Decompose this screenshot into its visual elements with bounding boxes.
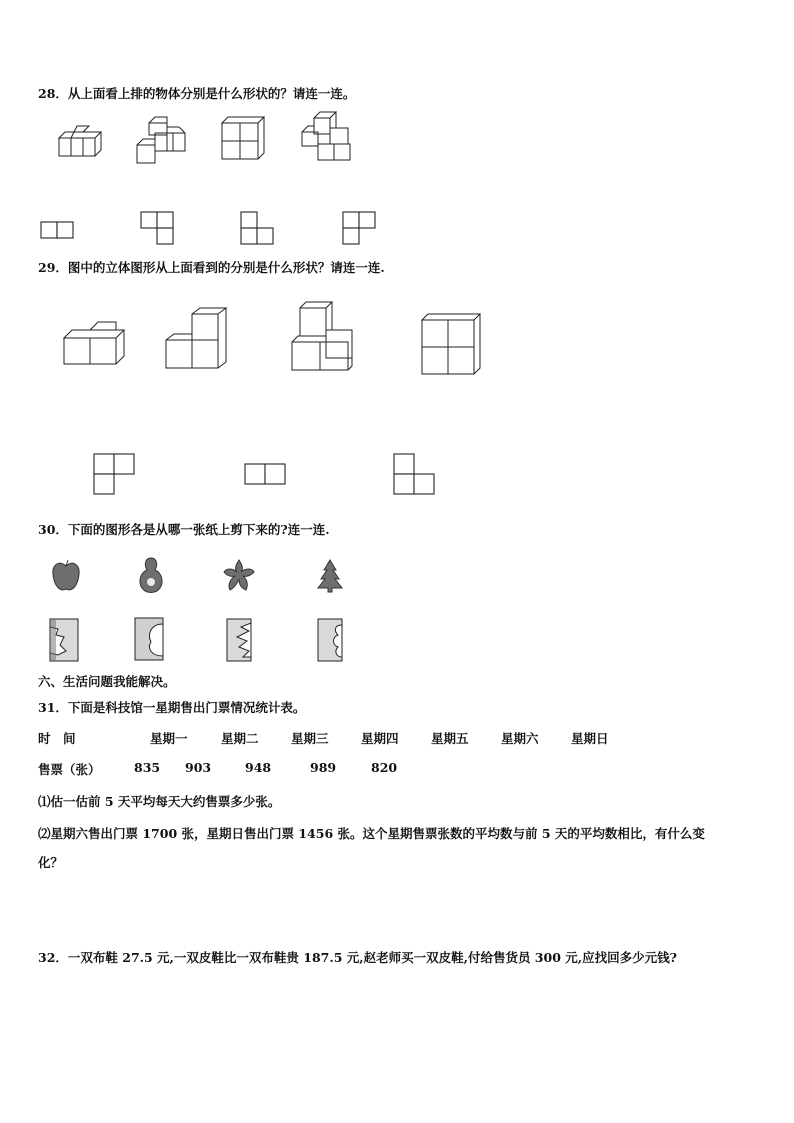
q31-sub-2-line-1: ⑵星期六售出门票 1700 张，星期日售出门票 1456 张。这个星期售票张数的平均数与前 5 天的平均数相比，有什么变 — [38, 826, 705, 841]
value-3: 948 — [245, 760, 272, 775]
flower-shape[interactable] — [222, 558, 256, 592]
q28-solid-4[interactable] — [300, 110, 355, 164]
question-31-title: 31．下面是科技馆一星期售出门票情况统计表。 — [38, 700, 306, 715]
value-4: 989 — [310, 760, 337, 775]
tree-shape[interactable] — [316, 558, 344, 594]
q29-top-view-1[interactable] — [93, 453, 137, 497]
value-1: 835 — [134, 760, 161, 775]
q29-solid-4[interactable] — [420, 312, 484, 378]
q28-top-view-2[interactable] — [140, 211, 176, 247]
apple-shape[interactable] — [50, 558, 82, 594]
q31-sub-2-line-2: 化？ — [38, 855, 64, 870]
q28-top-view-4[interactable] — [342, 211, 378, 247]
gourd-shape[interactable] — [136, 556, 166, 596]
question-28-title: 28．从上面看上排的物体分别是什么形状的？请连一连。 — [38, 86, 356, 101]
q28-top-view-3[interactable] — [240, 211, 276, 247]
q29-top-view-3[interactable] — [393, 453, 437, 497]
q28-solid-2[interactable] — [135, 113, 190, 165]
question-29-title: 29．图中的立体图形从上面看到的分别是什么形状？请连一连. — [38, 260, 385, 275]
q29-solid-1[interactable] — [62, 320, 128, 368]
day-1: 星期一 — [150, 731, 188, 746]
paper-4[interactable] — [316, 617, 346, 663]
day-2: 星期二 — [221, 731, 259, 746]
day-4: 星期四 — [361, 731, 399, 746]
q29-solid-2[interactable] — [164, 306, 230, 370]
table-row-label: 售票（张） — [38, 762, 101, 777]
question-30-title: 30．下面的图形各是从哪一张纸上剪下来的?连一连. — [38, 522, 330, 537]
q29-solid-3[interactable] — [290, 300, 362, 372]
question-32-title: 32．一双布鞋 27.5 元,一双皮鞋比一双布鞋贵 187.5 元,赵老师买一双皮鞋,付给售货员 300 元,应找回多少元钱? — [38, 950, 677, 965]
day-6: 星期六 — [501, 731, 539, 746]
value-5: 820 — [371, 760, 398, 775]
day-7: 星期日 — [571, 731, 609, 746]
paper-2[interactable] — [133, 616, 167, 662]
paper-3[interactable] — [225, 617, 255, 663]
q28-solid-3[interactable] — [220, 115, 272, 163]
section-6-title: 六、生活问题我能解决。 — [38, 674, 176, 689]
paper-1[interactable] — [48, 617, 82, 663]
day-3: 星期三 — [291, 731, 329, 746]
table-header-label: 时 间 — [38, 731, 76, 746]
q29-top-view-2[interactable] — [244, 463, 288, 487]
q31-sub-1: ⑴估一估前 5 天平均每天大约售票多少张。 — [38, 794, 281, 809]
q28-solid-1[interactable] — [55, 125, 107, 165]
day-5: 星期五 — [431, 731, 469, 746]
value-2: 903 — [185, 760, 212, 775]
q28-top-view-1[interactable] — [40, 221, 76, 239]
